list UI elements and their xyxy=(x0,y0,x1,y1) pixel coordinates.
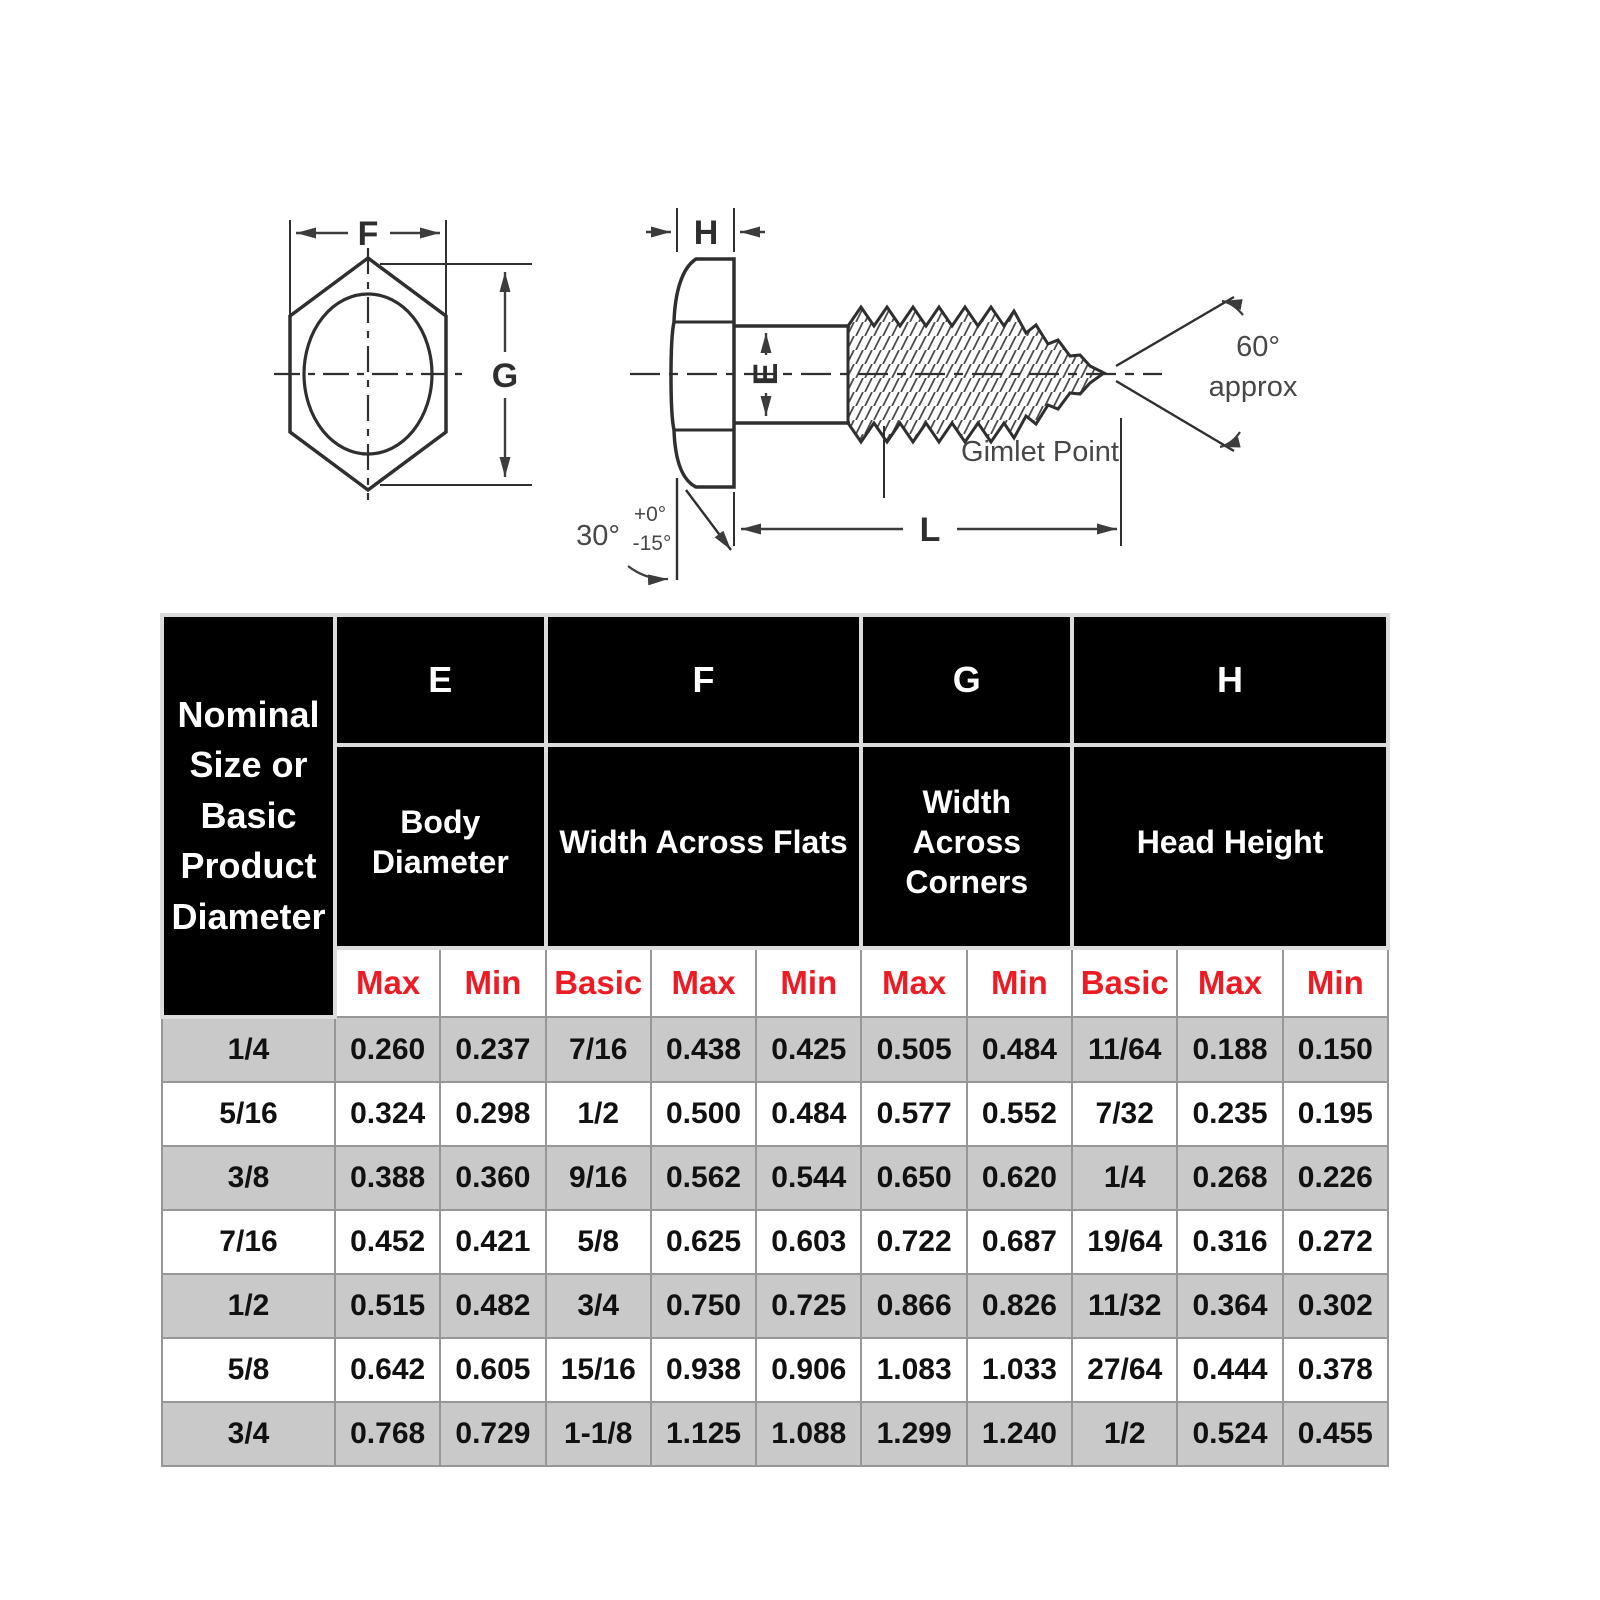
table-row xyxy=(162,1338,1388,1402)
value-cell: 5/8 xyxy=(546,1210,651,1274)
value-cell: 1.033 xyxy=(967,1338,1072,1402)
value-cell: 7/16 xyxy=(546,1017,651,1082)
value-cell: 0.729 xyxy=(440,1402,545,1466)
value-cell: 0.298 xyxy=(440,1082,545,1146)
value-cell: 0.620 xyxy=(967,1146,1072,1210)
value-cell: 0.866 xyxy=(861,1274,966,1338)
subcol-f-min: Min xyxy=(756,948,861,1017)
value-cell: 0.603 xyxy=(756,1210,861,1274)
table-row xyxy=(162,1146,1388,1210)
value-cell: 1.125 xyxy=(651,1402,756,1466)
value-cell: 0.826 xyxy=(967,1274,1072,1338)
group-header-h: H xyxy=(1072,615,1388,745)
value-cell: 0.150 xyxy=(1283,1017,1388,1082)
dim-label-g: G xyxy=(491,357,519,395)
value-cell: 0.324 xyxy=(335,1082,440,1146)
value-cell: 0.226 xyxy=(1283,1146,1388,1210)
value-cell: 0.438 xyxy=(651,1017,756,1082)
value-cell: 7/32 xyxy=(1072,1082,1177,1146)
value-cell: 0.444 xyxy=(1177,1338,1282,1402)
dim-label-l: L xyxy=(919,511,941,549)
value-cell: 0.316 xyxy=(1177,1210,1282,1274)
head-angle-tol-plus: +0° xyxy=(633,503,667,526)
table-row xyxy=(162,1274,1388,1338)
group-letter-row xyxy=(162,615,1388,745)
value-cell: 0.722 xyxy=(861,1210,966,1274)
value-cell: 11/32 xyxy=(1072,1274,1177,1338)
value-cell: 3/4 xyxy=(546,1274,651,1338)
group-header-e: E xyxy=(335,615,546,745)
value-cell: 0.364 xyxy=(1177,1274,1282,1338)
nominal-size-cell: 7/16 xyxy=(162,1210,335,1274)
value-cell: 0.235 xyxy=(1177,1082,1282,1146)
value-cell: 0.768 xyxy=(335,1402,440,1466)
subcol-g-min: Min xyxy=(967,948,1072,1017)
value-cell: 0.302 xyxy=(1283,1274,1388,1338)
gimlet-point-label: Gimlet Point xyxy=(961,436,1119,468)
value-cell: 0.625 xyxy=(651,1210,756,1274)
nominal-size-cell: 1/4 xyxy=(162,1017,335,1082)
table-row xyxy=(162,1402,1388,1466)
value-cell: 1/2 xyxy=(546,1082,651,1146)
nominal-size-cell: 1/2 xyxy=(162,1274,335,1338)
subcol-h-basic: Basic xyxy=(1072,948,1177,1017)
subcol-e-max: Max xyxy=(335,948,440,1017)
value-cell: 0.378 xyxy=(1283,1338,1388,1402)
table-body xyxy=(162,1017,1388,1466)
nominal-size-cell: 5/8 xyxy=(162,1338,335,1402)
value-cell: 0.482 xyxy=(440,1274,545,1338)
point-angle-qualifier: approx xyxy=(1208,371,1298,403)
value-cell: 0.452 xyxy=(335,1210,440,1274)
value-cell: 0.195 xyxy=(1283,1082,1388,1146)
table-row xyxy=(162,1082,1388,1146)
value-cell: 1.240 xyxy=(967,1402,1072,1466)
value-cell: 1.088 xyxy=(756,1402,861,1466)
subcol-f-max: Max xyxy=(651,948,756,1017)
value-cell: 0.455 xyxy=(1283,1402,1388,1466)
bolt-diagram xyxy=(0,0,1600,612)
group-name-body-diameter: Body Diameter xyxy=(335,745,546,948)
value-cell: 0.524 xyxy=(1177,1402,1282,1466)
value-cell: 9/16 xyxy=(546,1146,651,1210)
group-header-f: F xyxy=(546,615,862,745)
value-cell: 0.188 xyxy=(1177,1017,1282,1082)
value-cell: 0.906 xyxy=(756,1338,861,1402)
group-header-g: G xyxy=(861,615,1072,745)
nominal-size-cell: 5/16 xyxy=(162,1082,335,1146)
group-name-head-height: Head Height xyxy=(1072,745,1388,948)
value-cell: 0.421 xyxy=(440,1210,545,1274)
value-cell: 0.500 xyxy=(651,1082,756,1146)
dim-label-f: F xyxy=(357,215,379,253)
value-cell: 11/64 xyxy=(1072,1017,1177,1082)
value-cell: 0.725 xyxy=(756,1274,861,1338)
value-cell: 1/2 xyxy=(1072,1402,1177,1466)
value-cell: 0.642 xyxy=(335,1338,440,1402)
value-cell: 1-1/8 xyxy=(546,1402,651,1466)
value-cell: 0.562 xyxy=(651,1146,756,1210)
value-cell: 0.260 xyxy=(335,1017,440,1082)
value-cell: 1.083 xyxy=(861,1338,966,1402)
value-cell: 0.268 xyxy=(1177,1146,1282,1210)
subcol-f-basic: Basic xyxy=(546,948,651,1017)
subcol-h-min: Min xyxy=(1283,948,1388,1017)
nominal-size-cell: 3/8 xyxy=(162,1146,335,1210)
nominal-size-cell: 3/4 xyxy=(162,1402,335,1466)
subcolumn-row xyxy=(162,948,1388,1017)
value-cell: 15/16 xyxy=(546,1338,651,1402)
subcol-h-max: Max xyxy=(1177,948,1282,1017)
value-cell: 0.605 xyxy=(440,1338,545,1402)
value-cell: 0.750 xyxy=(651,1274,756,1338)
corner-header: Nominal Size or Basic Product Diameter xyxy=(162,615,335,1017)
value-cell: 0.425 xyxy=(756,1017,861,1082)
value-cell: 0.505 xyxy=(861,1017,966,1082)
group-name-width-across-corners: Width Across Corners xyxy=(861,745,1072,948)
value-cell: 0.515 xyxy=(335,1274,440,1338)
value-cell: 0.272 xyxy=(1283,1210,1388,1274)
value-cell: 1/4 xyxy=(1072,1146,1177,1210)
group-name-width-across-flats: Width Across Flats xyxy=(546,745,862,948)
table-row xyxy=(162,1210,1388,1274)
subcol-e-min: Min xyxy=(440,948,545,1017)
table-row xyxy=(162,1017,1388,1082)
point-angle-label: 60° xyxy=(1236,331,1280,363)
value-cell: 0.938 xyxy=(651,1338,756,1402)
value-cell: 0.484 xyxy=(756,1082,861,1146)
value-cell: 1.299 xyxy=(861,1402,966,1466)
value-cell: 0.544 xyxy=(756,1146,861,1210)
value-cell: 0.360 xyxy=(440,1146,545,1210)
subcol-g-max: Max xyxy=(861,948,966,1017)
dim-label-h: H xyxy=(693,214,719,252)
value-cell: 0.687 xyxy=(967,1210,1072,1274)
value-cell: 0.650 xyxy=(861,1146,966,1210)
lag-screw-dimension-table xyxy=(160,613,1390,1467)
head-angle-tol-minus: -15° xyxy=(632,532,672,555)
value-cell: 0.552 xyxy=(967,1082,1072,1146)
head-angle-label: 30° xyxy=(576,520,620,552)
value-cell: 0.484 xyxy=(967,1017,1072,1082)
value-cell: 19/64 xyxy=(1072,1210,1177,1274)
value-cell: 0.388 xyxy=(335,1146,440,1210)
group-name-row xyxy=(162,745,1388,948)
value-cell: 0.237 xyxy=(440,1017,545,1082)
value-cell: 0.577 xyxy=(861,1082,966,1146)
value-cell: 27/64 xyxy=(1072,1338,1177,1402)
dim-label-e: E xyxy=(747,362,785,386)
